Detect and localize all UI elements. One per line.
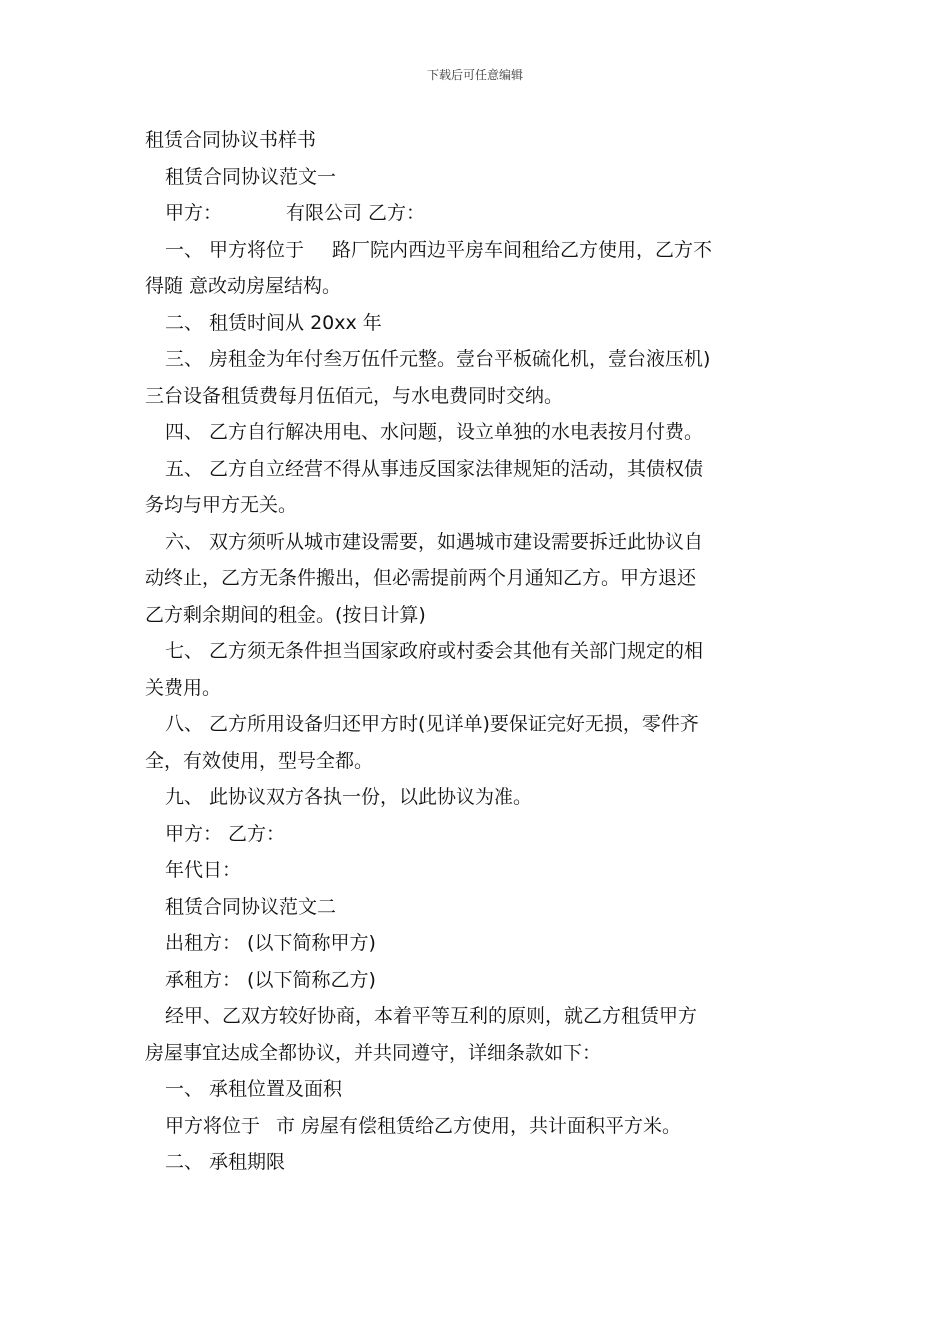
section-1-text <box>145 1108 815 1145</box>
sample2-heading: 租赁合同协议范文二 <box>165 895 337 918</box>
clause-6-line-3: 乙方剩余期间的租金。(按日计算) <box>145 603 426 626</box>
lessee-line: 承租方： (以下简称乙方) <box>165 968 376 991</box>
parties-line <box>145 195 815 232</box>
intro-line-2: 房屋事宜达成全都协议，并共同遵守，详细条款如下： <box>145 1041 602 1064</box>
clause-8-line-2: 全，有效使用，型号全都。 <box>145 749 374 772</box>
clause-3-line-2: 三台设备租赁费每月伍佰元，与水电费同时交纳。 <box>145 384 564 407</box>
sample1-heading: 租赁合同协议范文一 <box>165 165 337 188</box>
section-1-part-b: 市 房屋有偿租赁给乙方使用，共计面积平方米。 <box>276 1114 682 1137</box>
clause-6-line-1: 六、 双方须听从城市建设需要，如遇城市建设需要拆迁此协议自 <box>165 530 704 553</box>
clause-1-part-b: 路厂院内西边平房车间租给乙方使用，乙方不 <box>332 238 713 261</box>
company-party-b: 有限公司 乙方： <box>286 202 426 224</box>
clause-9: 九、 此协议双方各执一份，以此协议为准。 <box>165 786 533 808</box>
clause-1-part-a: 一、 甲方将位于 <box>165 238 305 261</box>
clause-7-line-2: 关费用。 <box>145 676 222 699</box>
section-1-title: 一、 承租位置及面积 <box>165 1078 343 1100</box>
party-a-label: 甲方： <box>165 202 223 224</box>
clause-3-line-1: 三、 房租金为年付叁万伍仟元整。壹台平板硫化机，壹台液压机) <box>165 348 711 370</box>
clause-4: 四、 乙方自行解决用电、水问题，设立单独的水电表按月付费。 <box>165 421 704 443</box>
intro-line-1: 经甲、乙双方较好协商，本着平等互利的原则，就乙方租赁甲方 <box>165 1005 698 1027</box>
date-line: 年代日： <box>165 859 242 881</box>
clause-7-line-1: 七、 乙方须无条件担当国家政府或村委会其他有关部门规定的相 <box>165 640 704 662</box>
section-1-part-a: 甲方将位于 <box>165 1114 261 1137</box>
clause-1-line-1 <box>145 232 815 269</box>
lessor-line: 出租方： (以下简称甲方) <box>165 932 376 954</box>
clause-6-line-2: 动终止，乙方无条件搬出，但必需提前两个月通知乙方。甲方退还 <box>145 567 697 589</box>
clause-1-line-2: 得随 意改动房屋结构。 <box>145 275 342 297</box>
clause-5-line-1: 五、 乙方自立经营不得从事违反国家法律规矩的活动，其债权债 <box>165 457 704 480</box>
page-header-note: 下载后可任意编辑 <box>426 68 523 82</box>
clause-8-line-1: 八、 乙方所用设备归还甲方时(见详单)要保证完好无损，零件齐 <box>165 713 699 735</box>
document-body <box>145 122 815 1181</box>
document-title: 租赁合同协议书样书 <box>145 129 317 151</box>
signature-line: 甲方： 乙方： <box>165 822 286 845</box>
clause-2: 二、 租赁时间从 20xx 年 <box>165 311 382 334</box>
clause-5-line-2: 务均与甲方无关。 <box>145 494 298 516</box>
section-2-title: 二、 承租期限 <box>165 1151 286 1173</box>
